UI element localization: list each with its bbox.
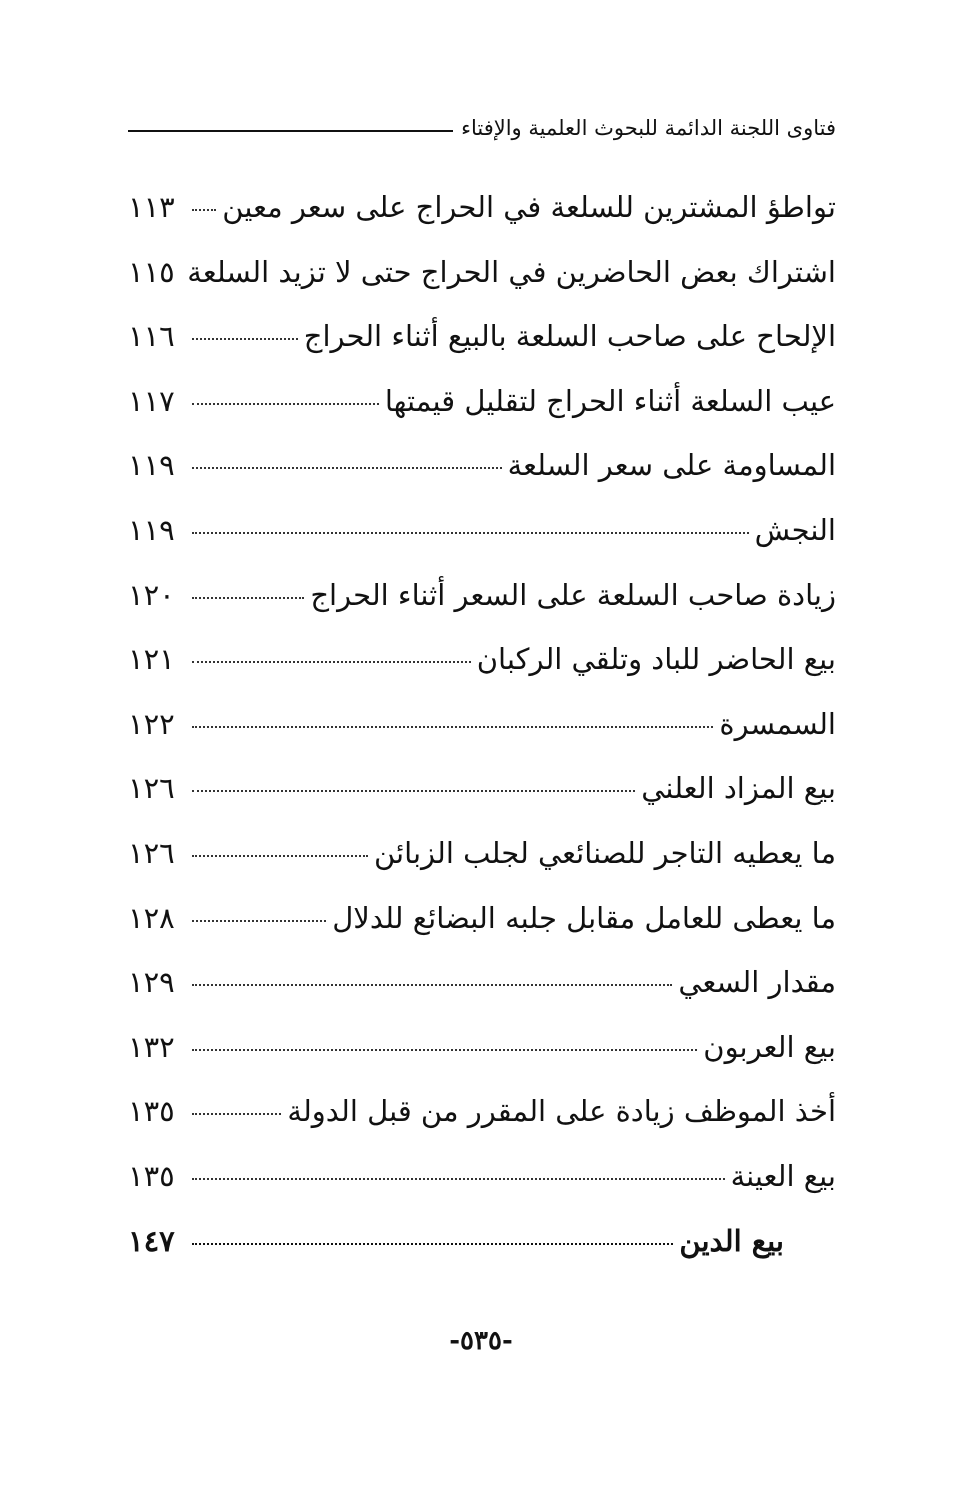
header-rule <box>128 130 453 132</box>
toc-entry-title: النجش <box>754 512 836 547</box>
toc-entry-title: زيادة صاحب السلعة على السعر أثناء الحراج <box>310 577 836 612</box>
toc-entry-title: ما يعطى للعامل مقابل جلبه البضائع للدلال <box>332 900 836 935</box>
toc-row <box>128 304 836 369</box>
toc-entry-title: السمسرة <box>719 706 836 741</box>
dot-leader <box>192 984 672 986</box>
toc-page-number: ١١٩ <box>128 512 175 547</box>
toc-page-number: ١١٥ <box>128 254 175 289</box>
toc-row <box>128 1144 836 1209</box>
toc-row <box>128 627 836 692</box>
toc-page-number: ١٢٦ <box>128 771 175 806</box>
toc-page-number: ١٤٧ <box>128 1223 175 1258</box>
toc-entry-title: المساومة على سعر السلعة <box>507 448 836 483</box>
toc-entry-title: ما يعطيه التاجر للصنائعي لجلب الزبائن <box>373 835 836 870</box>
toc-page-number: ١٢٠ <box>128 577 175 612</box>
toc-page-number: ١٣٢ <box>128 1029 175 1064</box>
page-number: -٥٣٥- <box>449 1326 513 1356</box>
toc-row <box>128 433 836 498</box>
toc-row <box>128 950 836 1015</box>
toc-page-number: ١٢٩ <box>128 965 175 1000</box>
toc-entry-title: بيع الحاضر للباد وتلقي الركبان <box>476 642 836 677</box>
toc-row <box>128 692 836 757</box>
toc-row <box>128 1079 836 1144</box>
toc-page-number: ١١٣ <box>128 190 175 224</box>
dot-leader <box>192 726 713 728</box>
dot-leader <box>192 403 379 405</box>
dot-leader <box>192 1243 673 1245</box>
dot-leader <box>192 790 635 792</box>
toc-entry-title: بيع العربون <box>703 1029 836 1064</box>
dot-leader <box>192 661 471 663</box>
toc-row <box>128 821 836 886</box>
dot-leader <box>192 532 749 534</box>
dot-leader <box>192 1113 281 1115</box>
dot-leader <box>192 1178 725 1180</box>
running-header <box>128 112 836 144</box>
dot-leader <box>192 338 298 340</box>
toc-row <box>128 1015 836 1080</box>
running-header-title: فتاوى اللجنة الدائمة للبحوث العلمية والإفتاء <box>461 116 836 140</box>
toc-page-number: ١٢١ <box>128 642 175 677</box>
toc-entry-title: تواطؤ المشترين للسلعة في الحراج على سعر معين <box>222 190 836 224</box>
toc-page-number: ١١٦ <box>128 319 175 354</box>
toc-page-number: ١٣٥ <box>128 1158 175 1193</box>
dot-leader <box>192 597 304 599</box>
toc-page-number: ١١٧ <box>128 383 175 418</box>
toc-page-number: ١٢٢ <box>128 706 175 741</box>
toc-row <box>128 369 836 434</box>
toc-page-number: ١٣٥ <box>128 1094 175 1129</box>
toc-entry-title: أخذ الموظف زيادة على المقرر من قبل الدولة <box>287 1094 836 1129</box>
toc-entry-title: بيع العينة <box>730 1158 836 1193</box>
toc-row <box>128 498 836 563</box>
dot-leader <box>192 1049 697 1051</box>
toc-page-number: ١٢٦ <box>128 835 175 870</box>
toc-entry-title: عيب السلعة أثناء الحراج لتقليل قيمتها <box>384 383 836 418</box>
toc-entry-title: مقدار السعي <box>678 965 836 1000</box>
toc-row <box>128 756 836 821</box>
toc-entry-title: بيع الدين <box>679 1223 784 1258</box>
dot-leader <box>192 209 216 211</box>
toc-row <box>128 240 836 305</box>
toc-row <box>128 563 836 628</box>
toc-row <box>128 886 836 951</box>
toc-page-number: ١١٩ <box>128 448 175 483</box>
dot-leader <box>192 467 502 469</box>
toc-page-number: ١٢٨ <box>128 900 175 935</box>
dot-leader <box>192 855 368 857</box>
toc-row <box>128 175 836 240</box>
dot-leader <box>192 920 326 922</box>
toc-row-section-heading <box>128 1209 836 1274</box>
toc-entry-title: الإلحاح على صاحب السلعة بالبيع أثناء الحراج <box>303 319 836 354</box>
table-of-contents <box>128 175 836 1273</box>
toc-entry-title: اشتراك بعض الحاضرين في الحراج حتى لا تزيد السلعة <box>187 254 836 289</box>
toc-entry-title: بيع المزاد العلني <box>641 771 836 806</box>
